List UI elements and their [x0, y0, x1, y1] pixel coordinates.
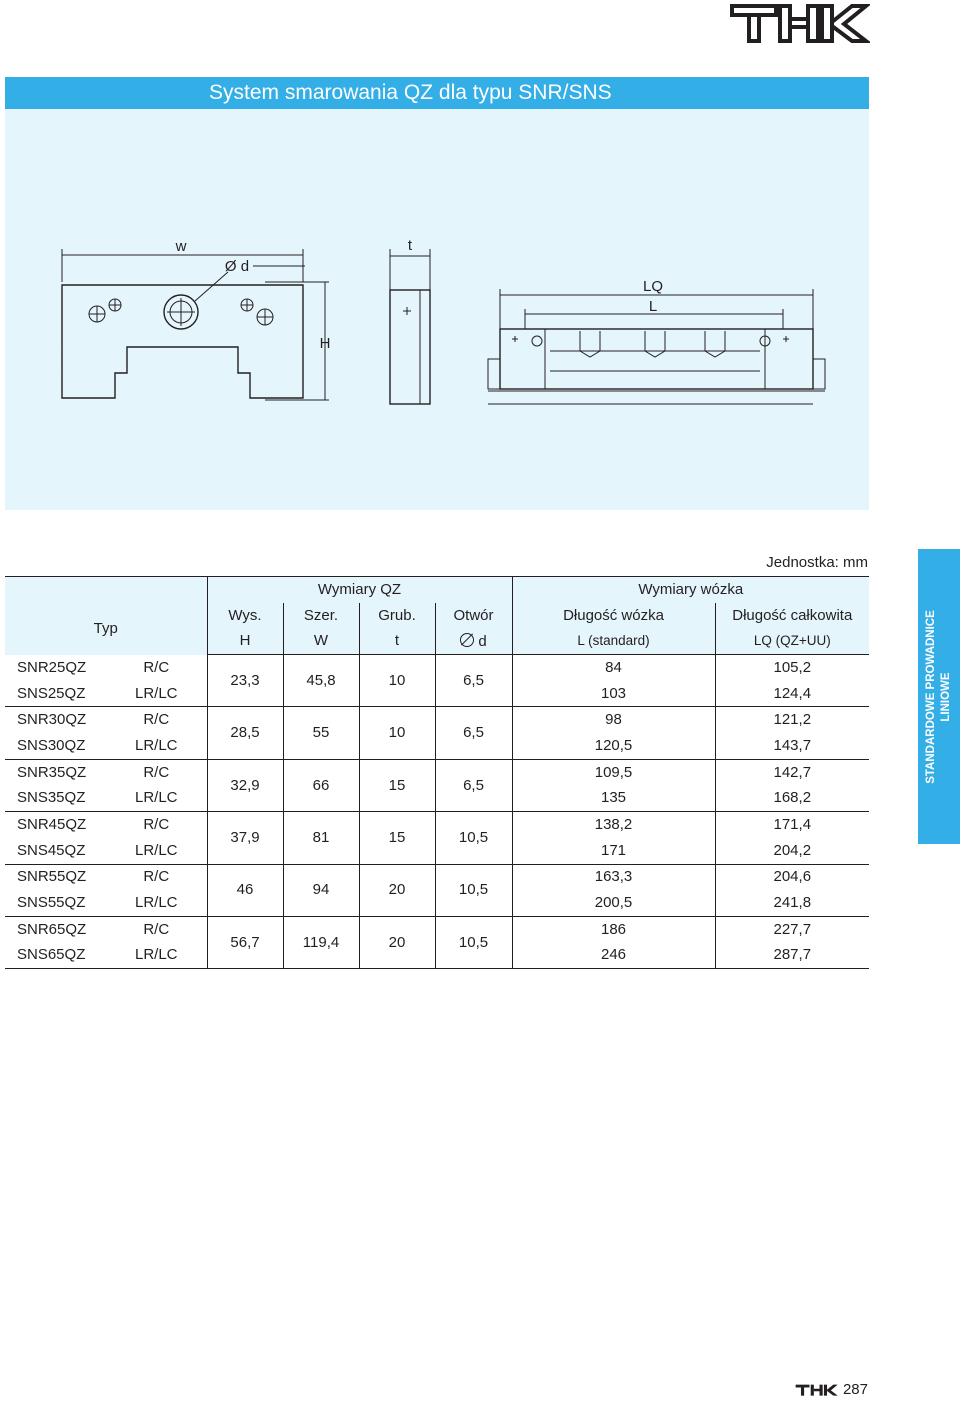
block-length-cell: 186	[512, 916, 715, 942]
block-length-cell: 171	[512, 838, 715, 864]
qz-h-cell: 23,3	[207, 655, 283, 707]
column-header-height: Wys.	[207, 603, 283, 629]
block-length-cell: 98	[512, 707, 715, 733]
qz-w-cell: 119,4	[283, 916, 359, 968]
qz-t-cell: 20	[359, 916, 435, 968]
group-header-block: Wymiary wózka	[512, 577, 869, 603]
symbol-w: W	[283, 628, 359, 654]
qz-t-cell: 15	[359, 812, 435, 864]
symbol-d: d	[435, 628, 512, 654]
qz-t-cell: 15	[359, 759, 435, 811]
side-tab-line-2: LINIOWE	[940, 671, 952, 722]
page-footer	[795, 1381, 868, 1398]
column-header-total-length: Długość całkowita	[715, 603, 869, 629]
block-front-outline	[62, 285, 303, 398]
model-cell: SNS25QZ	[5, 681, 106, 707]
variant-cell: R/C	[143, 658, 170, 676]
qz-d-cell: 10,5	[435, 864, 512, 916]
total-length-cell: 142,7	[715, 759, 869, 785]
qz-h-cell: 56,7	[207, 916, 283, 968]
table-row	[5, 812, 869, 838]
model-cell: SNR30QZ	[17, 711, 87, 729]
qz-w-cell: 66	[283, 759, 359, 811]
model-cell: SNS45QZ	[5, 838, 106, 864]
label-l: L	[648, 298, 658, 315]
footer-thk-logo	[795, 1383, 839, 1397]
block-length-cell: 109,5	[512, 759, 715, 785]
total-length-cell: 168,2	[715, 786, 869, 812]
label-w: w	[175, 238, 187, 255]
page-title: System smarowania QZ dla typu SNR/SNS	[5, 77, 869, 109]
total-length-cell: 124,4	[715, 681, 869, 707]
symbol-t: t	[359, 628, 435, 654]
symbol-lq: LQ (QZ+UU)	[715, 628, 869, 654]
label-d: Ø d	[224, 258, 250, 275]
qz-h-cell: 46	[207, 864, 283, 916]
total-length-cell: 204,6	[715, 864, 869, 890]
model-cell: SNS30QZ	[5, 733, 106, 759]
model-cell: SNS35QZ	[5, 786, 106, 812]
qz-d-cell: 6,5	[435, 655, 512, 707]
block-length-cell: 163,3	[512, 864, 715, 890]
qz-t-cell: 10	[359, 707, 435, 759]
specification-table	[5, 576, 869, 969]
variant-cell: LR/LC	[106, 786, 207, 812]
variant-cell: R/C	[143, 920, 170, 938]
qz-h-cell: 37,9	[207, 812, 283, 864]
total-length-cell: 241,8	[715, 890, 869, 916]
column-header-hole: Otwór	[435, 603, 512, 629]
plate-side-view	[390, 290, 430, 404]
label-h: H	[319, 335, 331, 352]
qz-h-cell: 32,9	[207, 759, 283, 811]
model-cell: SNR25QZ	[17, 658, 87, 676]
side-section-tab	[918, 549, 960, 844]
column-header-width: Szer.	[283, 603, 359, 629]
total-length-cell: 171,4	[715, 812, 869, 838]
qz-w-cell: 94	[283, 864, 359, 916]
qz-d-cell: 10,5	[435, 812, 512, 864]
block-length-cell: 84	[512, 655, 715, 681]
total-length-cell: 287,7	[715, 943, 869, 969]
block-length-cell: 138,2	[512, 812, 715, 838]
qz-d-cell: 6,5	[435, 759, 512, 811]
variant-cell: LR/LC	[106, 733, 207, 759]
block-length-cell: 103	[512, 681, 715, 707]
model-cell: SNR45QZ	[17, 816, 87, 834]
qz-d-cell: 6,5	[435, 707, 512, 759]
variant-cell: LR/LC	[106, 890, 207, 916]
qz-t-cell: 20	[359, 864, 435, 916]
technical-drawing	[5, 109, 869, 510]
side-tab-line-1: STANDARDOWE PROWADNICE	[925, 609, 937, 784]
block-length-cell: 120,5	[512, 733, 715, 759]
variant-cell: R/C	[143, 816, 170, 834]
qz-d-cell: 10,5	[435, 916, 512, 968]
total-length-cell: 143,7	[715, 733, 869, 759]
variant-cell: R/C	[143, 868, 170, 886]
group-header-qz: Wymiary QZ	[207, 577, 512, 603]
model-cell: SNR55QZ	[17, 868, 87, 886]
table-row	[5, 759, 869, 785]
column-header-thickness: Grub.	[359, 603, 435, 629]
qz-w-cell: 55	[283, 707, 359, 759]
qz-w-cell: 81	[283, 812, 359, 864]
label-lq: LQ	[642, 278, 664, 295]
block-length-cell: 200,5	[512, 890, 715, 916]
table-row	[5, 655, 869, 681]
total-length-cell: 121,2	[715, 707, 869, 733]
thk-logo	[730, 2, 870, 44]
model-cell: SNR65QZ	[17, 920, 87, 938]
table-row	[5, 916, 869, 942]
variant-cell: LR/LC	[106, 943, 207, 969]
label-t: t	[407, 237, 413, 254]
block-length-cell: 246	[512, 943, 715, 969]
variant-cell: R/C	[143, 763, 170, 781]
qz-w-cell: 45,8	[283, 655, 359, 707]
block-length-cell: 135	[512, 786, 715, 812]
total-length-cell: 105,2	[715, 655, 869, 681]
unit-label: Jednostka: mm	[766, 554, 868, 571]
diameter-icon	[460, 633, 474, 647]
column-header-typ: Typ	[5, 603, 207, 655]
model-cell: SNS55QZ	[5, 890, 106, 916]
variant-cell: R/C	[143, 711, 170, 729]
qz-h-cell: 28,5	[207, 707, 283, 759]
qz-t-cell: 10	[359, 655, 435, 707]
block-long-view	[500, 329, 813, 389]
column-header-block-length: Długość wózka	[512, 603, 715, 629]
variant-cell: LR/LC	[106, 681, 207, 707]
table-row	[5, 707, 869, 733]
model-cell: SNR35QZ	[17, 763, 87, 781]
total-length-cell: 204,2	[715, 838, 869, 864]
symbol-h: H	[207, 628, 283, 654]
model-cell: SNS65QZ	[5, 943, 106, 969]
symbol-l: L (standard)	[512, 628, 715, 654]
variant-cell: LR/LC	[106, 838, 207, 864]
total-length-cell: 227,7	[715, 916, 869, 942]
page-number: 287	[842, 1381, 868, 1398]
table-row	[5, 864, 869, 890]
